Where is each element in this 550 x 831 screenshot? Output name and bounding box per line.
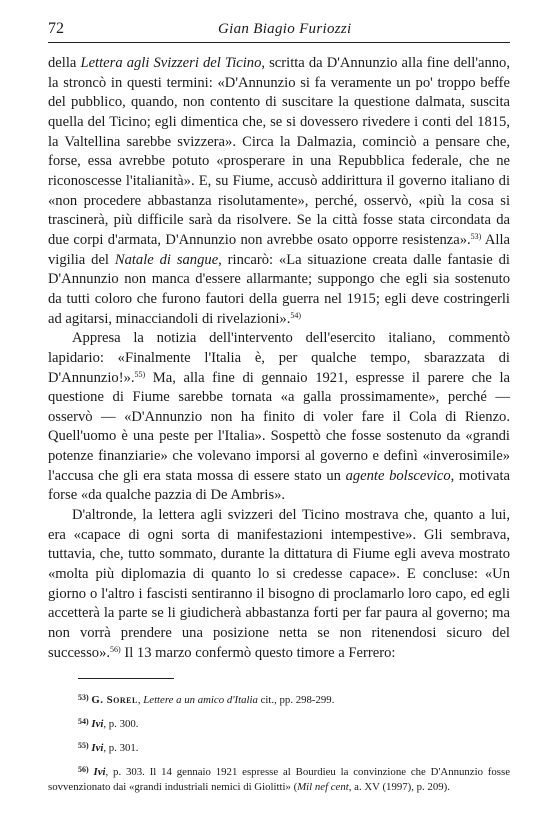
footnote-text: , p. 300. [103,718,139,730]
footnote-text: , p. 303. Il 14 gennaio 1921 espresse al Bourdieu la convinzione che D'Annunzio fosse sovvenzionato dai «grandi industriali nemici di Giolitti» ( [48,766,511,793]
footnote-number: 53) [78,693,89,702]
footnote-text: , p. 301. [103,742,139,754]
p2-agente-bolscevico: agente bolscevico [345,467,451,484]
footnote-53 [48,690,510,708]
paragraph-1 [48,54,510,329]
footnote-ref-53: 53) [470,231,482,241]
footnote-number: 54) [78,717,89,726]
footnote-author: G. Sorel [91,694,138,706]
footnote-number: 56) [78,765,89,774]
page-header [48,16,510,43]
footnote-separator: , [137,694,144,706]
p1-title-natale: Natale di sangue [114,251,219,268]
p2-text-a: Appresa la notizia dell'intervento dell'esercito italiano, commentò lapidario: «Finalmente l'Italia è, per qualche tempo, sbarazzata di D'Annunzio!». [48,330,510,386]
footnote-ref-55: 55) [134,369,146,379]
footnotes [48,690,510,801]
footnote-56 [48,762,510,795]
footnote-55 [48,738,510,756]
p2-text-d: , motivata forse «da qualche pazzia di De Ambris». [48,467,510,504]
p3-text-a: D'altronde, la lettera agli svizzeri del Ticino mostrava che, quanto a lui, era «capace di ogni sorta di manifestazioni intempestive». Gli sembrava, tuttavia, che, tutto sommato, durante la dittatura di Fiume egli aveva mostrato «molta più diplomazia di quanto lo si credesse capace». E concluse: «Un giorno o l'altro i fascisti sentiranno il bisogno di proclamarlo loro capo, ed egli accetterà la parte se li giudicherà abbastanza forti per far paura al governo; ma non vorrà prendere una posizione netta se non ritenendosi sicuro del successo». [48,507,510,661]
footnote-journal: Mil nef cent [297,781,349,793]
p1-text-d: Alla vigilia del [48,231,511,268]
footnote-rule [78,678,174,679]
footnote-ivi: Ivi [91,742,104,754]
p3-text-b: Il 13 marzo confermò questo timore a Ferrero: [120,644,396,661]
footnote-title: Lettere a un amico d'Italia [143,694,258,706]
body-text [48,54,510,663]
p1-title-lettera: Lettera agli Svizzeri del Ticino [80,55,262,71]
p1-text-f: , rincarò: «La situazione creata dalle fantasie di D'Annunzio non manca d'essere allarmante; suppongo che egli sia sostenuto da tutti coloro che furono fautori della guerra nel 1915; egli deve costringerli ad agitarsi, minacciandoli di rivelazioni». [48,251,510,327]
p2-text-b: Ma, alla fine di gennaio 1921, espresse il parere che la questione di Fiume sarebbe tornata «a galla prossimamente», perché — osservò — «D'Annunzio non ha finito di voler fare il Cola di Rienzo. Quell'uomo è una peste per l'Italia». Sospettò che fosse sostenuto da «grandi potenze finanziarie» che volevano imporsi al governo e definì «inverosimile» l'accusa che gli era stata mossa di essere stato un [48,369,510,484]
footnote-ref-54: 54) [290,310,302,320]
paragraph-2 [48,329,510,506]
footnote-text-2: , a. XV (1997), p. 209). [348,781,450,793]
p1-text-c: , scritta da D'Annunzio alla fine dell'anno, la stroncò in questi termini: «D'Annunzio si fa veramente un po' troppo beffe del pubblico, quando, non contento di suscitare la questione dalmata, suscita quella del Ticino; egli dimentica che, se si dovessero rivedere i conti del 1815, la Valtellina sarebbe svizzera». Circa la Dalmazia, cominciò a pensare che, forse, essa avrebbe potuto «prosperare in una Repubblica federale, che ne riconoscesse l'italianità». E, su Fiume, accusò addirittura il governo italiano di «non procedere abbastanza risolutamente», perché, osservò, «più la cosa si trascinerà, più difficile sarà da risolvere. Se la città fosse stata circondata da due corpi d'armata, D'Annunzio non avrebbe osato opporre resistenza». [48,55,510,248]
footnote-text: cit., pp. 298-299. [257,694,335,706]
footnote-ivi: Ivi [93,766,106,778]
page-number: 72 [48,20,64,37]
footnote-ref-56: 56) [110,644,121,654]
footnote-ivi: Ivi [91,718,104,730]
running-title: Gian Biagio Furiozzi [218,21,352,37]
footnote-number: 55) [78,741,89,750]
paragraph-3 [48,506,510,663]
p1-text-a: della [48,55,81,71]
footnote-54 [48,714,510,732]
